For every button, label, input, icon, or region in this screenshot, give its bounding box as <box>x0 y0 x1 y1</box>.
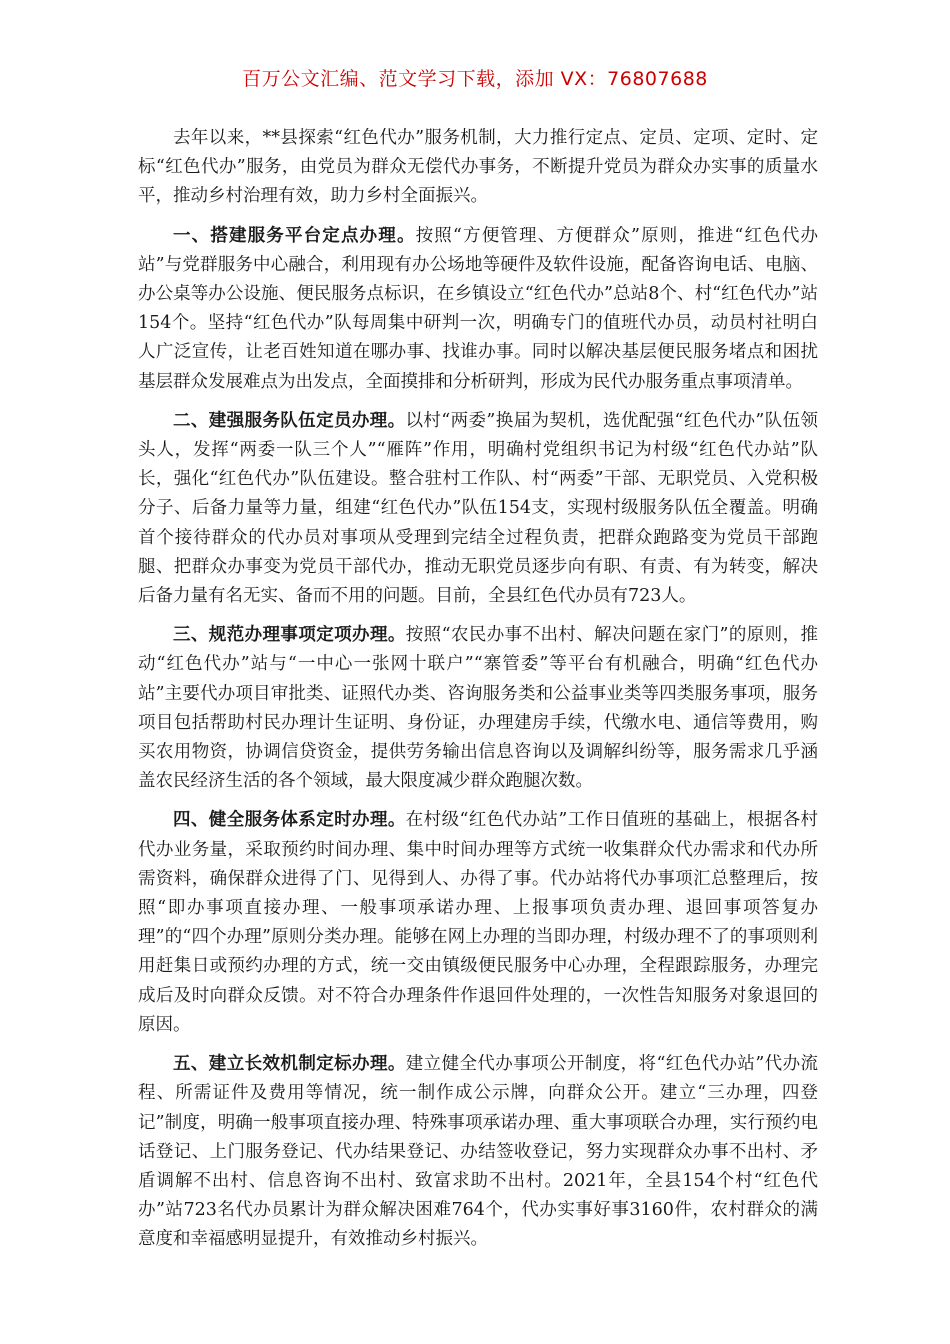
section-text: 按照“农民办事不出村、解决问题在家门”的原则，推动“红色代办”站与“一中心一张网十联户”“寨管委”等平台有机融合，明确“红色代办站”主要代办项目审批类、证照代办类、咨询服务类和公益事业类等四类服务事项，服务项目包括帮助村民办理计生证明、身份证，办理建房手续，代缴水电、通信等费用，购买农用物资，协调信贷资金，提供劳务输出信息咨询以及调解纠纷等，服务需求几乎涵盖农民经济生活的各个领域，最大限度减少群众跑腿次数。 <box>138 625 818 792</box>
section-heading: 二、建强服务队伍定员办理。 <box>173 410 406 431</box>
section-text: 以村“两委”换届为契机，选优配强“红色代办”队伍领头人，发挥“两委一队三个人”“雁阵”作用，明确村党组织书记为村级“红色代办站”队长，强化“红色代办”队伍建设。整合驻村工作队、村“两委”干部、无职党员、入党积极分子、后备力量等力量，组建“红色代办”队伍154支，实现村级服务队伍全覆盖。明确首个接待群众的代办员对事项从受理到完结全过程负责，把群众跑路变为党员干部跑腿、把群众办事变为党员干部代办，推动无职党员逐步向有职、有责、有为转变，解决后备力量有名无实、备而不用的问题。目前，全县红色代办员有723人。 <box>138 410 818 607</box>
intro-paragraph: 去年以来，**县探索“红色代办”服务机制，大力推行定点、定员、定项、定时、定标“红色代办”服务，由党员为群众无偿代办事务，不断提升党员为群众办实事的质量水平，推动乡村治理有效，助力乡村全面振兴。 <box>138 128 818 207</box>
section-paragraph <box>138 222 818 397</box>
section-paragraph <box>138 621 818 796</box>
section-text: 在村级“红色代办站”工作日值班的基础上，根据各村代办业务量，采取预约时间办理、集中时间办理等方式统一收集群众代办需求和代办所需资料，确保群众进得了门、见得到人、办得了事。代办站将代办事项汇总整理后，按照“即办事项直接办理、一般事项承诺办理、上报事项负责办理、退回事项答复办理”的“四个办理”原则分类办理。能够在网上办理的当即办理，村级办理不了的事项则利用赶集日或预约办理的方式，统一交由镇级便民服务中心办理，全程跟踪服务，办理完成后及时向群众反馈。对不符合办理条件作退回件处理的，一次性告知服务对象退回的原因。 <box>138 810 818 1035</box>
section-text: 按照“方便管理、方便群众”原则，推进“红色代办站”与党群服务中心融合，利用现有办公场地等硬件及软件设施，配备咨询电话、电脑、办公桌等办公设施、便民服务点标识，在乡镇设立“红色代办”总站8个、村“红色代办”站154个。坚持“红色代办”队每周集中研判一次，明确专门的值班代办员，动员村社明白人广泛宣传，让老百姓知道在哪办事、找谁办事。同时以解决基层便民服务堵点和困扰基层群众发展难点为出发点，全面摸排和分析研判，形成为民代办服务重点事项清单。 <box>138 225 819 392</box>
section-text: 建立健全代办事项公开制度，将“红色代办站”代办流程、所需证件及费用等情况，统一制作成公示牌，向群众公开。建立“三办理，四登记”制度，明确一般事项直接办理、特殊事项承诺办理、重大事项联合办理，实行预约电话登记、上门服务登记、代办结果登记、办结签收登记，努力实现群众办事不出村、矛盾调解不出村、信息咨询不出村、致富求助不出村。2021年，全县154个村“红色代办”站723名代办员累计为群众解决困难764个，代办实事好事3160件，农村群众的满意度和幸福感明显提升，有效推动乡村振兴。 <box>138 1054 818 1250</box>
section-paragraph <box>138 407 818 611</box>
section-heading: 三、规范办理事项定项办理。 <box>173 625 406 646</box>
section-heading: 五、建立长效机制定标办理。 <box>173 1054 406 1075</box>
document-body <box>138 124 818 1265</box>
section-heading: 一、搭建服务平台定点办理。 <box>173 225 416 246</box>
section-paragraph <box>138 806 818 1040</box>
header-banner: 百万公文汇编、范文学习下载，添加 VX：76807688 <box>242 68 708 90</box>
section-paragraph <box>138 1050 818 1254</box>
section-heading: 四、健全服务体系定时办理。 <box>173 810 406 831</box>
